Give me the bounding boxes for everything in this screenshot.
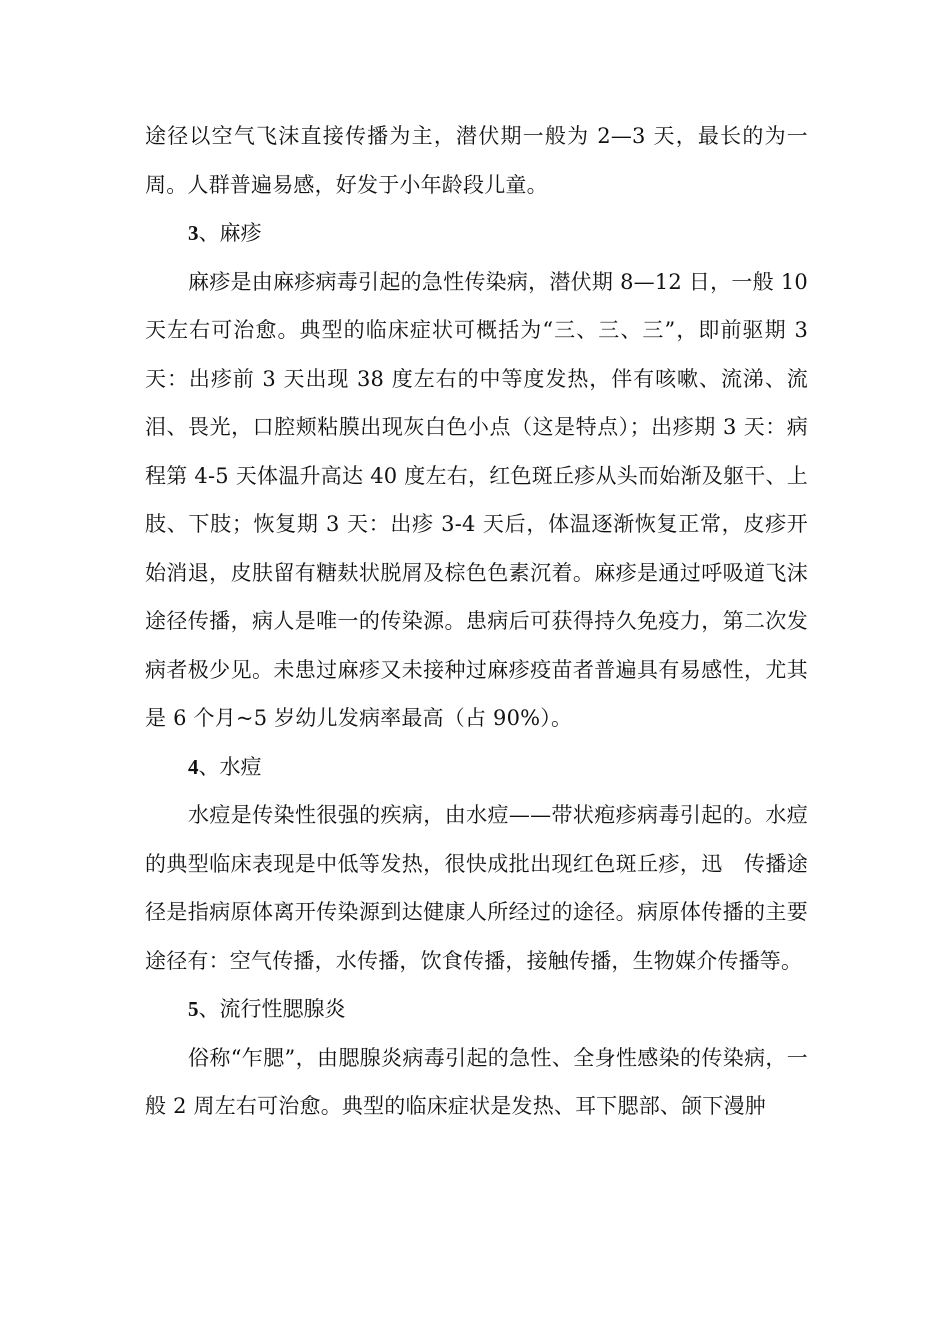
section-number: 5 xyxy=(188,997,199,1021)
paragraph-measles: 麻疹是由麻疹病毒引起的急性传染病，潜伏期 8—12 日，一般 10 天左右可治愈。典型的临床症状可概括为“三、三、三”，即前驱期 3 天：出疹前 3 天出现 38 度左右的中等度发热，伴有咳嗽、流涕、流泪、畏光，口腔颊粘膜出现灰白色小点（这是特点）；出疹期 3 天：病程第 4-5 天体温升高达 40 度左右，红色斑丘疹从头而始渐及躯干、上肢、下肢；恢复期 3 天：出疹 3-4 天后，体温逐渐恢复正常，皮疹开始消退，皮肤留有糖麸状脱屑及棕色色素沉着。麻疹是通过呼吸道飞沫途径传播，病人是唯一的传染源。患病后可获得持久免疫力，第二次发病者极少见。未患过麻疹又未接种过麻疹疫苗者普遍具有易感性，尤其是 6 个月~5 岁幼儿发病率最高（占 90%）。 xyxy=(145,269,808,730)
section-title: 、麻疹 xyxy=(198,221,262,245)
section-title: 、流行性腮腺炎 xyxy=(198,997,346,1021)
section-number: 4 xyxy=(188,754,199,779)
paragraph-chickenpox: 水痘是传染性很强的疾病，由水痘——带状疱疹病毒引起的。水痘的典型临床表现是中低等发热，很快成批出现红色斑丘疹，迅 传播途径是指病原体离开传染源到达健康人所经过的途径。病原体传播的主要途径有：空气传播，水传播，饮食传播，接触传播，生物媒介传播等。 xyxy=(145,803,808,973)
section-heading-measles xyxy=(145,209,808,258)
section-heading-mumps xyxy=(145,985,808,1034)
section-heading-chickenpox xyxy=(145,743,808,792)
section-title: 、水痘 xyxy=(198,754,262,779)
paragraph-mumps: 俗称“乍腮”，由腮腺炎病毒引起的急性、全身性感染的传染病，一般 2 周左右可治愈。典型的临床症状是发热、耳下腮部、颌下漫肿 xyxy=(145,1045,808,1118)
paragraph-transmission: 途径以空气飞沫直接传播为主，潜伏期一般为 2—3 天，最长的为一周。人群普遍易感，好发于小年龄段儿童。 xyxy=(145,124,808,197)
section-number: 3 xyxy=(188,221,199,245)
